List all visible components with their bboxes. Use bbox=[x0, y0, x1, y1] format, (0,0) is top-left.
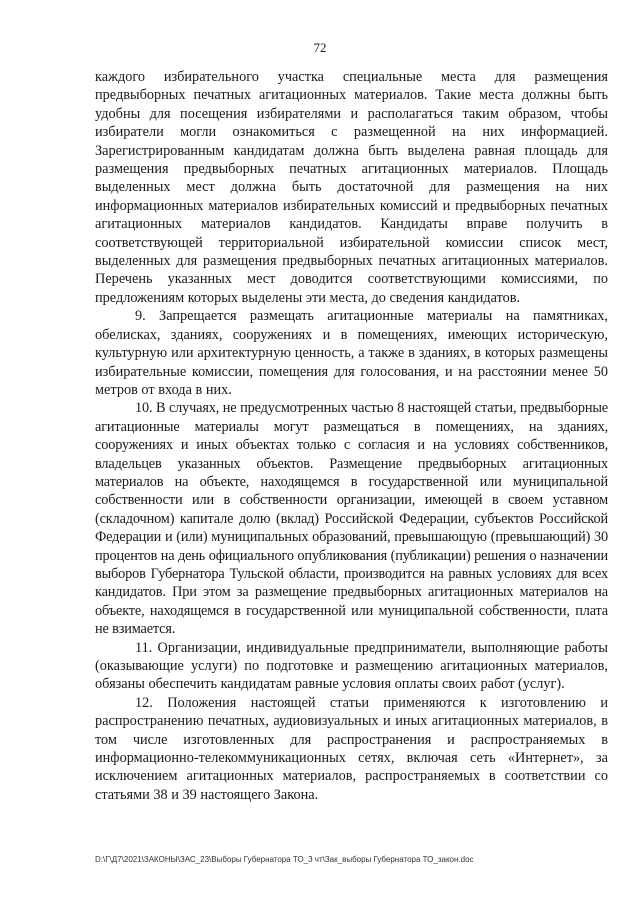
footer-file-path: D:\Г\Д7\2021\ЗАКОНЫ\ЗАС_23\Выборы Губернатора ТО_3 чт\Зак_выборы Губернатора ТО_закон.doc bbox=[95, 855, 474, 864]
paragraph-9: 9. Запрещается размещать агитационные материалы на памятниках, обелисках, зданиях, сооружениях и в помещениях, имеющих историческую, культурную или архитектурную ценность, а также в зданиях, в которых размещены избирательные комиссии, помещения для голосования, и на расстоянии менее 50 метров от входа в них. bbox=[95, 308, 608, 398]
paragraph-12: 12. Положения настоящей статьи применяются к изготовлению и распространению печатных, аудиовизуальных и иных агитационных материалов, в том числе изготовленных для распространения и распространяемых в информационно-телекоммуникационных сетях, включая сеть «Интернет», за исключением агитационных материалов, распространяемых в соответствии со статьями 38 и 39 настоящего Закона. bbox=[95, 694, 608, 803]
page-number: 72 bbox=[313, 40, 327, 55]
paragraph-continuation: каждого избирательного участка специальные места для размещения предвыборных печатных агитационных материалов. Такие места должны быть удобны для посещения избирателями и располагаться таким образом, чтобы избиратели могли ознакомиться с размещенной на них информацией. Зарегистрированным кандидатам должна быть выделена равная площадь для размещения предвыборных печатных агитационных материалов. Площадь выделенных мест должна быть достаточной для размещения на них информационных материалов избирательных комиссий и предвыборных печатных агитационных материалов кандидатов. Кандидаты вправе получить в соответствующей территориальной избирательной комиссии список мест, выделенных для размещения предвыборных печатных агитационных материалов. Перечень указанных мест доводится соответствующими комиссиями, по предложениям которых выделены эти места, до сведения кандидатов. bbox=[95, 69, 608, 306]
paragraph-10: 10. В случаях, не предусмотренных частью 8 настоящей статьи, предвыборные агитационные материалы могут размещаться в помещениях, на зданиях, сооружениях и иных объектах только с согласия и на условиях собственников, владельцев указанных объектов. Размещение предвыборных агитационных материалов на объекте, находящемся в государственной или муниципальной собственности или в собственности организации, имеющей в своем уставном (складочном) капитале долю (вклад) Российской Федерации, субъектов Российской Федерации и (или) муниципальных образований, превышающую (превышающий) 30 процентов на день официального опубликования (публикации) решения о назначении выборов Губернатора Тульской области, производится на равных условиях для всех кандидатов. При этом за размещение предвыборных агитационных материалов на объекте, находящемся в государственной или муниципальной собственности, плата не взимается. bbox=[95, 400, 608, 638]
paragraph-11: 11. Организации, индивидуальные предприниматели, выполняющие работы (оказывающие услуги) по подготовке и размещению агитационных материалов, обязаны обеспечить кандидатам равные условия оплаты своих работ (услуг). bbox=[95, 639, 608, 693]
document-body bbox=[95, 68, 608, 804]
